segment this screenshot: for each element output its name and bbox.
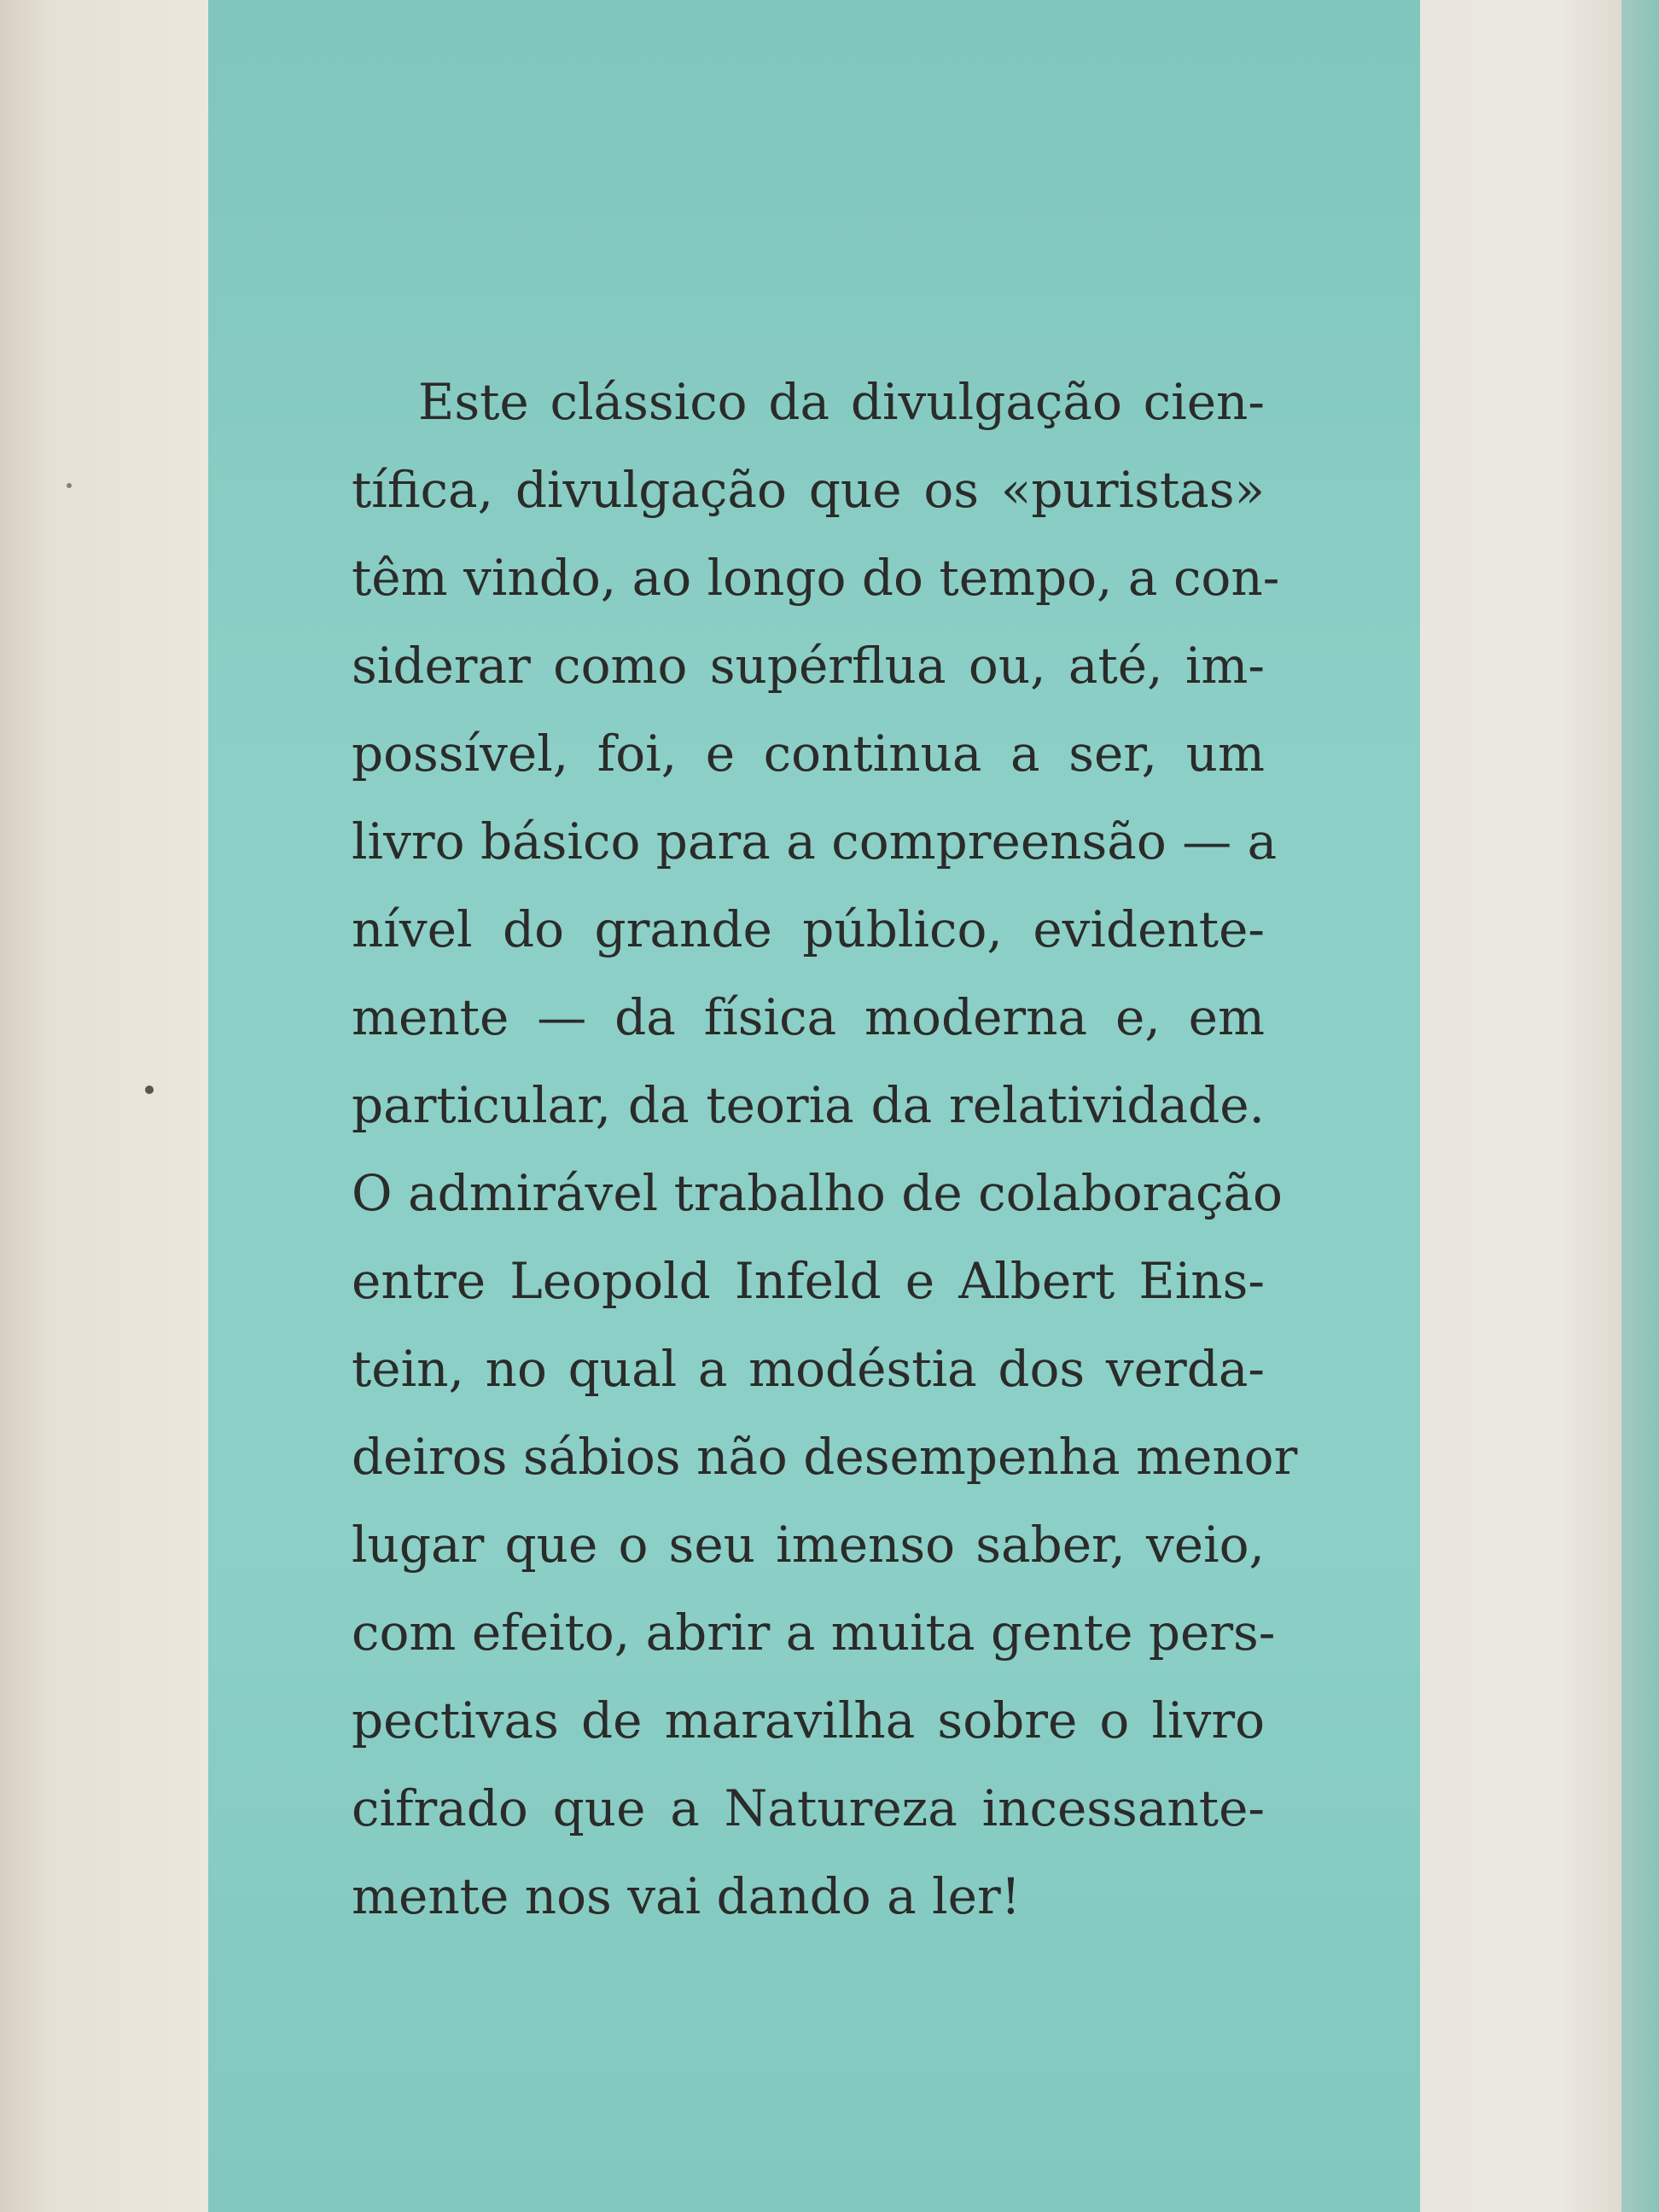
blurb-line: cifrado que a Natureza incessante- <box>352 1779 1265 1837</box>
right-edge-strip <box>1621 0 1659 2212</box>
blurb-line: com efeito, abrir a muita gente pers- <box>352 1604 1276 1662</box>
blurb-line: particular, da teoria da relatividade. <box>352 1076 1265 1134</box>
blurb-line: lugar que o seu imenso saber, veio, <box>352 1516 1265 1574</box>
blurb-line: mente nos vai dando a ler! <box>352 1867 1022 1925</box>
blurb-line: pectivas de maravilha sobre o livro <box>352 1691 1265 1749</box>
blurb-line: entre Leopold Infeld e Albert Eins- <box>352 1252 1265 1310</box>
blurb-line: possível, foi, e continua a ser, um <box>352 725 1265 783</box>
paper-speck <box>67 483 72 488</box>
blurb-line: tein, no qual a modéstia dos verda- <box>352 1340 1265 1398</box>
blurb-line: O admirável trabalho de colaboração <box>352 1164 1283 1222</box>
blurb-line: têm vindo, ao longo do tempo, a con- <box>352 549 1280 607</box>
left-page-margin <box>0 0 208 2212</box>
blurb-line: livro básico para a compreensão — a <box>352 812 1278 870</box>
paper-speck <box>145 1086 154 1094</box>
blurb-line: nível do grande público, evidente- <box>352 900 1265 958</box>
blurb-line: mente — da física moderna e, em <box>352 988 1265 1046</box>
blurb-line: siderar como supérflua ou, até, im- <box>352 637 1265 695</box>
blurb-line: tífica, divulgação que os «puristas» <box>352 461 1265 519</box>
right-page-margin <box>1420 0 1621 2212</box>
back-cover-blurb <box>352 358 1298 1941</box>
blurb-line: Este clássico da divulgação cien- <box>418 373 1265 431</box>
blurb-line: deiros sábios não desempenha menor <box>352 1428 1298 1486</box>
